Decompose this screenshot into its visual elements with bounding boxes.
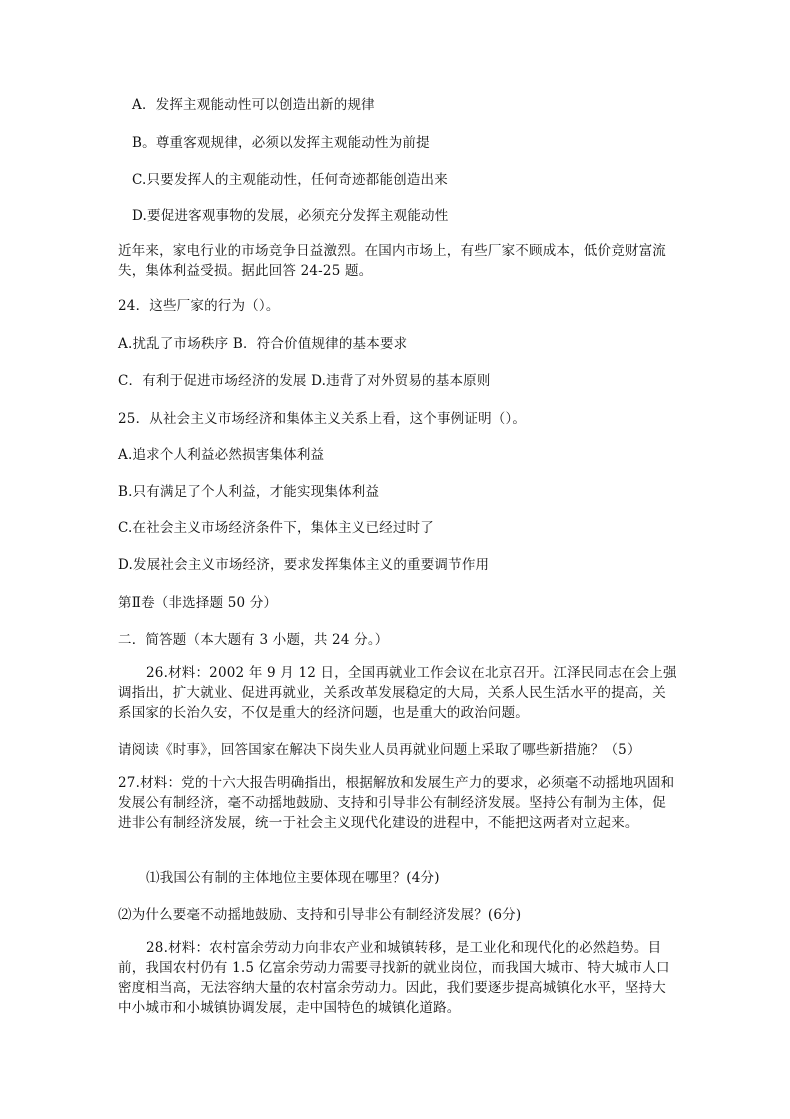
question-25-stem: 25．从社会主义市场经济和集体主义关系上看，这个事例证明（）。 <box>118 411 527 427</box>
option-23-a: A．发挥主观能动性可以创造出新的规律 <box>132 97 375 113</box>
section-2-title: 第Ⅱ卷（非选择题 50 分） <box>118 595 278 611</box>
question-28-material: 28.材料：农村富余劳动力向非农产业和城镇转移，是工业化和现代化的必然趋势。目前，我国农村仍有 1.5 亿富余劳动力需要寻找新的就业岗位，而我国大城市、特大城市人口密度相当高，无法容纳大量的农村富余劳动力。因此，我们要逐步提高城镇化水平，坚持大中小城市和小城镇协调发展，走中国特色的城镇化道路。 <box>118 940 670 1016</box>
question-26-prompt: 请阅读《时事》，回答国家在解决下岗失业人员再就业问题上采取了哪些新措施？（5） <box>118 742 641 758</box>
question-27-material: 27.材料：党的十六大报告明确指出，根据解放和发展生产力的要求，必须毫不动摇地巩固和发展公有制经济，毫不动摇地鼓励、支持和引导非公有制经济发展。坚持公有制为主体，促进非公有制经济发展，统一于社会主义现代化建设的进程中，不能把这两者对立起来。 <box>118 775 675 831</box>
option-23-c: C.只要发挥人的主观能动性，任何奇迹都能创造出来 <box>132 172 448 188</box>
question-26-material: 26.材料：2002 年 9 月 12 日，全国再就业工作会议在北京召开。江泽民同志在会上强调指出，扩大就业、促进再就业，关系改革发展稳定的大局，关系人民生活水平的提高，关系国家的长治久安，不仅是重大的经济问题，也是重大的政治问题。 <box>118 665 677 721</box>
question-24-options-2: C．有利于促进市场经济的发展 D.违背了对外贸易的基本原则 <box>118 373 491 389</box>
question-24-options-1: A.扰乱了市场秩序 B．符合价值规律的基本要求 <box>118 336 408 352</box>
part-2-heading: 二．简答题（本大题有 3 小题，共 24 分。） <box>118 632 389 648</box>
option-25-d: D.发展社会主义市场经济，要求发挥集体主义的重要调节作用 <box>118 557 490 573</box>
option-23-b: B。尊重客观规律，必须以发挥主观能动性为前提 <box>132 135 430 151</box>
option-25-c: C.在社会主义市场经济条件下，集体主义已经过时了 <box>118 520 434 536</box>
question-27-sub-2: ⑵为什么要毫不动摇地鼓励、支持和引导非公有制经济发展？(6分) <box>118 907 522 923</box>
question-24-stem: 24．这些厂家的行为（）。 <box>118 298 280 314</box>
option-25-a: A.追求个人利益必然损害集体利益 <box>118 447 325 463</box>
question-27-sub-1: ⑴我国公有制的主体地位主要体现在哪里？(4分) <box>146 870 440 886</box>
option-23-d: D.要促进客观事物的发展，必须充分发挥主观能动性 <box>132 208 449 224</box>
option-25-b: B.只有满足了个人利益，才能实现集体利益 <box>118 484 380 500</box>
material-24-25: 近年来，家电行业的市场竞争日益激烈。在国内市场上，有些厂家不顾成本，低价竞财富流失，集体利益受损。据此回答 24-25 题。 <box>118 243 666 279</box>
